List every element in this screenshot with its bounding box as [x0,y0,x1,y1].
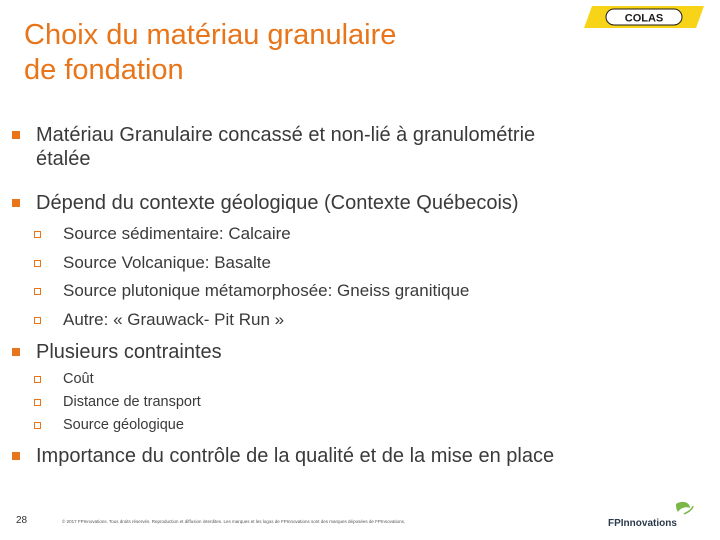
bullet-1-line-2: étalée [36,148,91,170]
sub-bullet-marker [34,260,41,267]
sub-bullet-marker [34,376,41,383]
copyright-notice: © 2017 FPInnovations. Tous droits réservés. Reproduction et diffusion interdites. Les marques et les logos de FPInnovations sont des marques déposées de FPInnovations. [62,519,406,524]
sub-bullet-marker [34,399,41,406]
fpinnovations-logo [606,500,696,532]
sub-bullet-marker [34,231,41,238]
bullet-1-line-1: Matériau Granulaire concassé et non-lié à granulométrie [36,124,536,146]
page-number: 28 [16,515,28,526]
bullet-marker [12,452,20,460]
sub-bullet-marker [34,317,41,324]
sub-bullet-marker [34,422,41,429]
sub-bullet-item: Distance de transport [63,394,201,410]
colas-logo [584,4,710,30]
sub-bullet-marker [34,288,41,295]
title-line-2: de fondation [24,54,184,86]
bullet-2-text: Dépend du contexte géologique (Contexte Québecois) [36,192,519,214]
bullet-4-text: Importance du contrôle de la qualité et de la mise en place [36,445,555,467]
colas-logo-text: COLAS [624,12,664,25]
bullet-3-text: Plusieurs contraintes [36,341,222,363]
sub-bullet-item: Source plutonique métamorphosée: Gneiss granitique [63,281,470,300]
sub-bullet-item: Coût [63,371,94,387]
title-line-1: Choix du matériau granulaire [24,19,397,51]
bullet-marker [12,131,20,139]
bullet-marker [12,348,20,356]
bullet-marker [12,199,20,207]
sub-bullet-item: Source sédimentaire: Calcaire [63,224,291,243]
fpinnovations-logo-text: FPInnovations [608,518,677,529]
sub-bullet-item: Source Volcanique: Basalte [63,253,271,272]
sub-bullet-item: Source géologique [63,417,184,433]
sub-bullet-item: Autre: « Grauwack- Pit Run » [63,310,285,329]
